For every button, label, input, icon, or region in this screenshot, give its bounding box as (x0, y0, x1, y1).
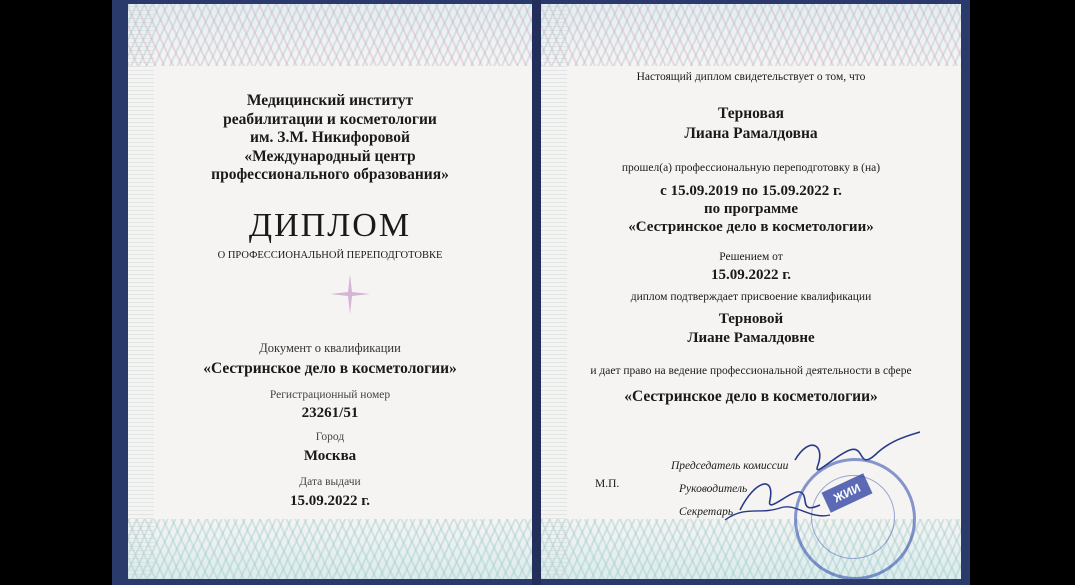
confirm-text: диплом подтверждает присвоение квалификации (630, 291, 872, 303)
city: Москва (303, 448, 357, 464)
stamp-place: М.П. (595, 478, 620, 490)
doc-subtitle: О ПРОФЕССИОНАЛЬНОЙ ПЕРЕПОДГОТОВКЕ (217, 250, 443, 261)
left-page (128, 4, 532, 579)
study-period: с 15.09.2019 по 15.09.2022 г. по программе «Сестринское дело в косметологии» (628, 183, 874, 235)
star-ornament-icon (330, 274, 370, 314)
guilloche-top (128, 4, 532, 66)
holder-name: Терновой Лиане Рамалдовне (687, 311, 815, 346)
completed-text: прошел(а) профессиональную переподготовку в (на) (621, 162, 881, 174)
head-label: Руководитель (679, 483, 748, 495)
reg-number: 23261/51 (301, 405, 359, 421)
secretary-label: Секретарь (679, 506, 734, 518)
city-label: Город (315, 431, 345, 443)
seal-badge: ЖИИ (822, 473, 873, 512)
book-spine (532, 0, 541, 585)
chairman-label: Председатель комиссии (671, 460, 789, 472)
professional-field: «Сестринское дело в косметологии» (624, 388, 878, 405)
qualification-label: Документ о квалификации (259, 341, 401, 355)
institution-name: Медицинский институт реабилитации и косметологии им. З.М. Никифоровой «Международный центр профессионального образования» (211, 92, 449, 183)
issue-date-label: Дата выдачи (299, 476, 361, 488)
certify-text: Настоящий диплом свидетельствует о том, что (636, 71, 866, 83)
decision-label: Решением от (719, 251, 783, 263)
student-name: Терновая Лиана Рамалдовна (684, 105, 818, 142)
decision-date: 15.09.2022 г. (710, 267, 792, 283)
issue-date: 15.09.2022 г. (289, 493, 371, 509)
program-name: «Сестринское дело в косметологии» (203, 360, 457, 377)
guilloche-bottom (128, 519, 532, 579)
right-text: и дает право на ведение профессиональной деятельности в сфере (590, 365, 912, 377)
reg-number-label: Регистрационный номер (269, 389, 391, 401)
doc-title: ДИПЛОМ (248, 207, 412, 244)
guilloche-top (541, 4, 961, 66)
